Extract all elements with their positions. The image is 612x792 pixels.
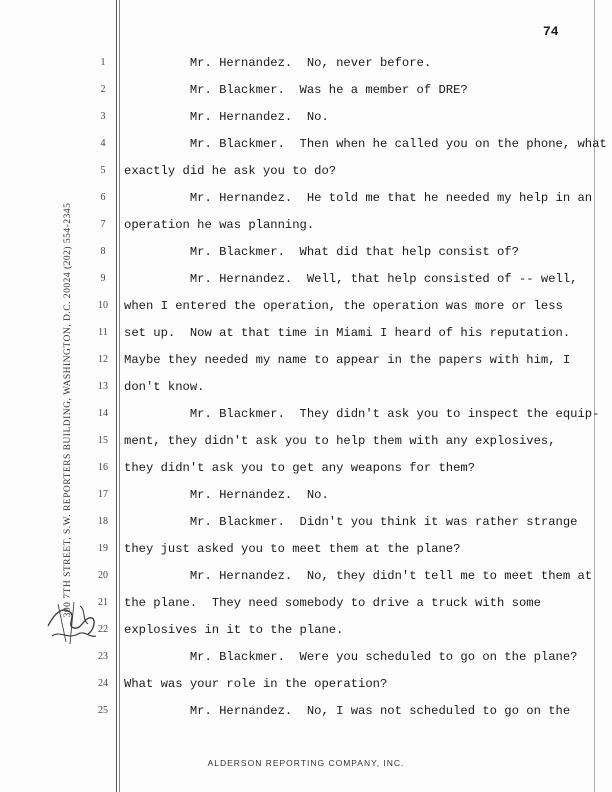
line-number: 20 [98,570,108,581]
transcript-line: Mr. Blackmer. Then when he called you on the phone, what [124,137,607,151]
transcript-line: set up. Now at that time in Miami I heard of his reputation. [124,326,571,340]
line-number: 4 [100,138,106,149]
transcript-line: Mr. Blackmer. Were you scheduled to go on the plane? [124,650,578,664]
line-number: 11 [98,327,108,338]
line-number: 21 [98,597,108,608]
transcript-line: operation he was planning. [124,218,315,232]
line-number: 24 [98,678,108,689]
line-number: 16 [98,462,108,473]
transcript-line: ment, they didn't ask you to help them with any explosives, [124,434,556,448]
transcript-line: Mr. Blackmer. Didn't you think it was rather strange [124,515,578,529]
transcript-line: Mr. Hernandez. No. [124,110,329,124]
line-number: 7 [100,219,106,230]
line-number: 6 [100,192,106,203]
transcript-line: explosives in it to the plane. [124,623,344,637]
reporting-company-footer: ALDERSON REPORTING COMPANY, INC. [207,758,405,768]
line-number: 25 [98,705,108,716]
transcript-line: Mr. Hernandez. No, I was not scheduled to go on the [124,704,571,718]
transcript-line: Mr. Hernandez. No, they didn't tell me to meet them at [124,569,593,583]
transcript-line: when I entered the operation, the operation was more or less [124,299,563,313]
transcript-line: Mr. Blackmer. What did that help consist of? [124,245,519,259]
transcript-line: the plane. They need somebody to drive a truck with some [124,596,541,610]
line-number: 2 [100,84,106,95]
line-number: 17 [98,489,108,500]
transcript-line: Mr. Hernandez. No. [124,488,329,502]
page-number: 74 [543,24,559,39]
margin-rule [116,0,117,792]
transcript-line: exactly did he ask you to do? [124,164,337,178]
right-margin-rule [594,0,595,792]
transcript-line: Mr. Hernandez. Well, that help consisted of -- well, [124,272,578,286]
line-number: 18 [98,516,108,527]
transcript-line: don't know. [124,380,205,394]
line-number: 10 [98,300,108,311]
transcript-line: they didn't ask you to get any weapons for them? [124,461,476,475]
line-number: 15 [98,435,108,446]
transcript-line: Mr. Blackmer. Was he a member of DRE? [124,83,468,97]
line-number: 19 [98,543,108,554]
margin-rule-inner [119,0,120,792]
transcript-line: Maybe they needed my name to appear in the papers with him, I [124,353,571,367]
line-number: 13 [98,381,108,392]
transcript-line: they just asked you to meet them at the plane? [124,542,461,556]
line-number: 14 [98,408,108,419]
transcript-line: What was your role in the operation? [124,677,388,691]
transcript-line: Mr. Hernandez. He told me that he needed my help in an [124,191,593,205]
transcript-line: Mr. Blackmer. They didn't ask you to inspect the equip- [124,407,600,421]
line-number: 23 [98,651,108,662]
line-number: 12 [98,354,108,365]
handwritten-signature-icon [44,596,100,648]
line-number: 22 [98,624,108,635]
line-number: 9 [100,273,106,284]
line-number: 5 [100,165,106,176]
transcript-line: Mr. Hernandez. No, never before. [124,56,432,70]
reporter-address: 300 7TH STREET, S.W. REPORTERS BUILDING, WASHINGTON, D.C. 20024 (202) 554-2345 [63,202,73,618]
line-number: 8 [100,246,106,257]
line-number: 1 [100,57,106,68]
line-number: 3 [100,111,106,122]
